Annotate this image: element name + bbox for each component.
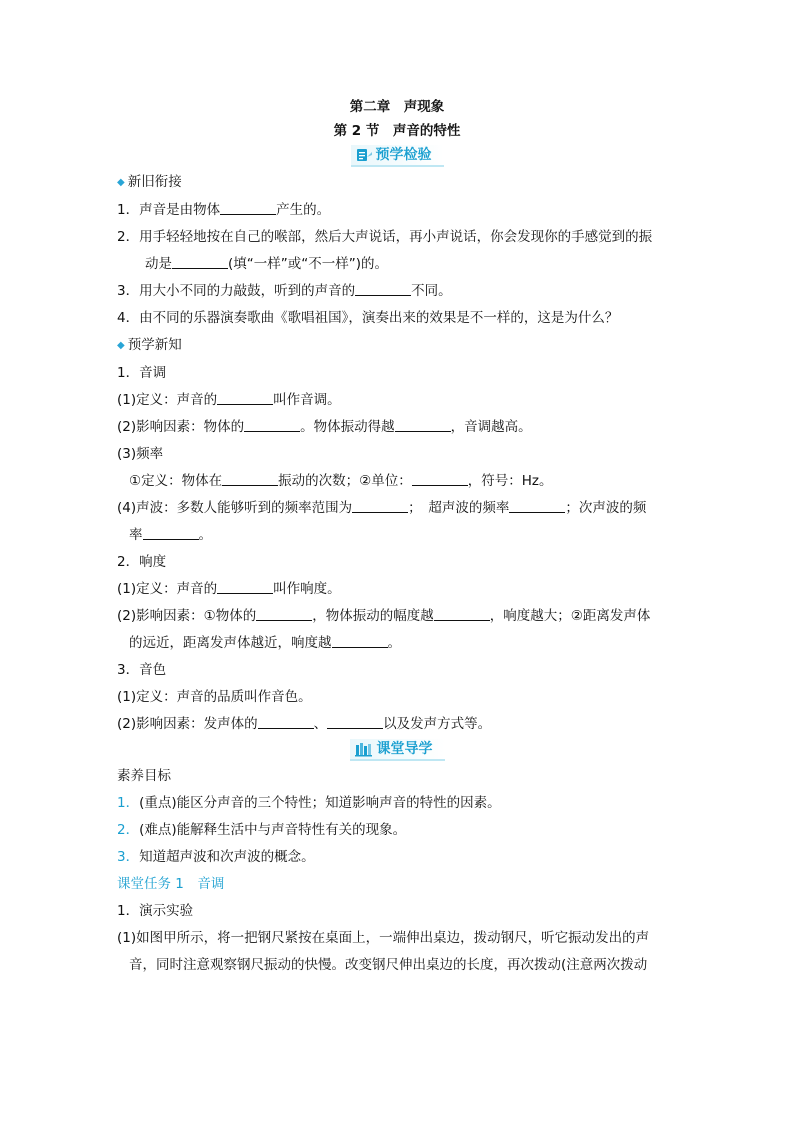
question-2-line-1: 2．用手轻轻地按在自己的喉部，然后大声说话，再小声说话，你会发现你的手感觉到的振 bbox=[117, 229, 653, 245]
experiment-heading: 1．演示实验 bbox=[117, 903, 194, 919]
old-new-heading: ◆ 新旧衔接 bbox=[117, 174, 182, 190]
timbre-heading: 3．音色 bbox=[117, 662, 167, 678]
sound-wave-line-2: 率 。 bbox=[129, 527, 212, 543]
preview-banner-label: 预学检验 bbox=[375, 147, 432, 163]
new-knowledge-heading: ◆ 预学新知 bbox=[117, 337, 182, 353]
goal-1: 1．(重点)能区分声音的三个特性；知道影响声音的特性的因素。 bbox=[117, 795, 501, 811]
section-title: 第 2 节 声音的特性 bbox=[333, 123, 461, 139]
goal-3: 3．知道超声波和次声波的概念。 bbox=[117, 849, 315, 865]
experiment-line-1: (1)如图甲所示，将一把钢尺紧按在桌面上，一端伸出桌边，拨动钢尺，听它振动发出的声 bbox=[117, 930, 650, 946]
task-1-heading: 课堂任务 1 音调 bbox=[117, 876, 225, 892]
answer-blank[interactable] bbox=[332, 633, 388, 648]
answer-blank[interactable] bbox=[434, 606, 490, 621]
answer-blank[interactable] bbox=[256, 606, 312, 621]
document-content bbox=[117, 96, 677, 979]
books-icon bbox=[354, 741, 374, 757]
diamond-icon: ◆ bbox=[117, 340, 125, 351]
preview-banner bbox=[117, 145, 677, 167]
answer-blank[interactable] bbox=[412, 471, 468, 486]
loudness-heading: 2．响度 bbox=[117, 554, 167, 570]
classroom-banner bbox=[117, 739, 677, 761]
question-3: 3．用大小不同的力敲鼓，听到的声音的 不同。 bbox=[117, 283, 452, 299]
answer-blank[interactable] bbox=[222, 471, 278, 486]
goals-heading: 素养目标 bbox=[117, 768, 171, 784]
answer-blank[interactable] bbox=[172, 254, 228, 269]
document-icon bbox=[355, 147, 373, 163]
question-2-line-2: 动是 (填“一样”或“不一样”)的。 bbox=[145, 256, 389, 272]
answer-blank[interactable] bbox=[143, 525, 199, 540]
timbre-factor: (2)影响因素：发声体的 、 以及发声方式等。 bbox=[117, 716, 492, 732]
answer-blank[interactable] bbox=[220, 200, 276, 215]
answer-blank[interactable] bbox=[217, 390, 273, 405]
pitch-definition: (1)定义：声音的 叫作音调。 bbox=[117, 392, 341, 408]
pitch-heading: 1．音调 bbox=[117, 365, 167, 381]
answer-blank[interactable] bbox=[395, 417, 451, 432]
answer-blank[interactable] bbox=[509, 498, 565, 513]
question-1: 1．声音是由物体 产生的。 bbox=[117, 202, 331, 218]
answer-blank[interactable] bbox=[244, 417, 300, 432]
frequency-definition: ①定义：物体在 振动的次数；②单位： ，符号：Hz。 bbox=[129, 473, 553, 489]
experiment-line-2: 音，同时注意观察钢尺振动的快慢。改变钢尺伸出桌边的长度，再次拨动(注意两次拨动 bbox=[129, 957, 648, 973]
loudness-factor-line-1: (2)影响因素：①物体的 ，物体振动的幅度越 ，响度越大；②距离发声体 bbox=[117, 608, 651, 624]
answer-blank[interactable] bbox=[352, 498, 408, 513]
timbre-definition: (1)定义：声音的品质叫作音色。 bbox=[117, 689, 312, 705]
diamond-icon: ◆ bbox=[117, 177, 125, 188]
answer-blank[interactable] bbox=[258, 714, 314, 729]
chapter-title: 第二章 声现象 bbox=[349, 99, 445, 115]
frequency-heading: (3)频率 bbox=[117, 446, 164, 462]
answer-blank[interactable] bbox=[217, 579, 273, 594]
question-4: 4．由不同的乐器演奏歌曲《歌唱祖国》，演奏出来的效果是不一样的，这是为什么？ bbox=[117, 310, 619, 326]
classroom-banner-label: 课堂导学 bbox=[376, 741, 433, 757]
answer-blank[interactable] bbox=[355, 281, 411, 296]
loudness-factor-line-2: 的远近，距离发声体越近，响度越 。 bbox=[129, 635, 401, 651]
loudness-definition: (1)定义：声音的 叫作响度。 bbox=[117, 581, 341, 597]
goal-2: 2．(难点)能解释生活中与声音特性有关的现象。 bbox=[117, 822, 407, 838]
pitch-factor: (2)影响因素：物体的 。物体振动得越 ，音调越高。 bbox=[117, 419, 532, 435]
answer-blank[interactable] bbox=[327, 714, 383, 729]
sound-wave-line-1: (4)声波：多数人能够听到的频率范围为 ； 超声波的频率 ；次声波的频 bbox=[117, 500, 647, 516]
